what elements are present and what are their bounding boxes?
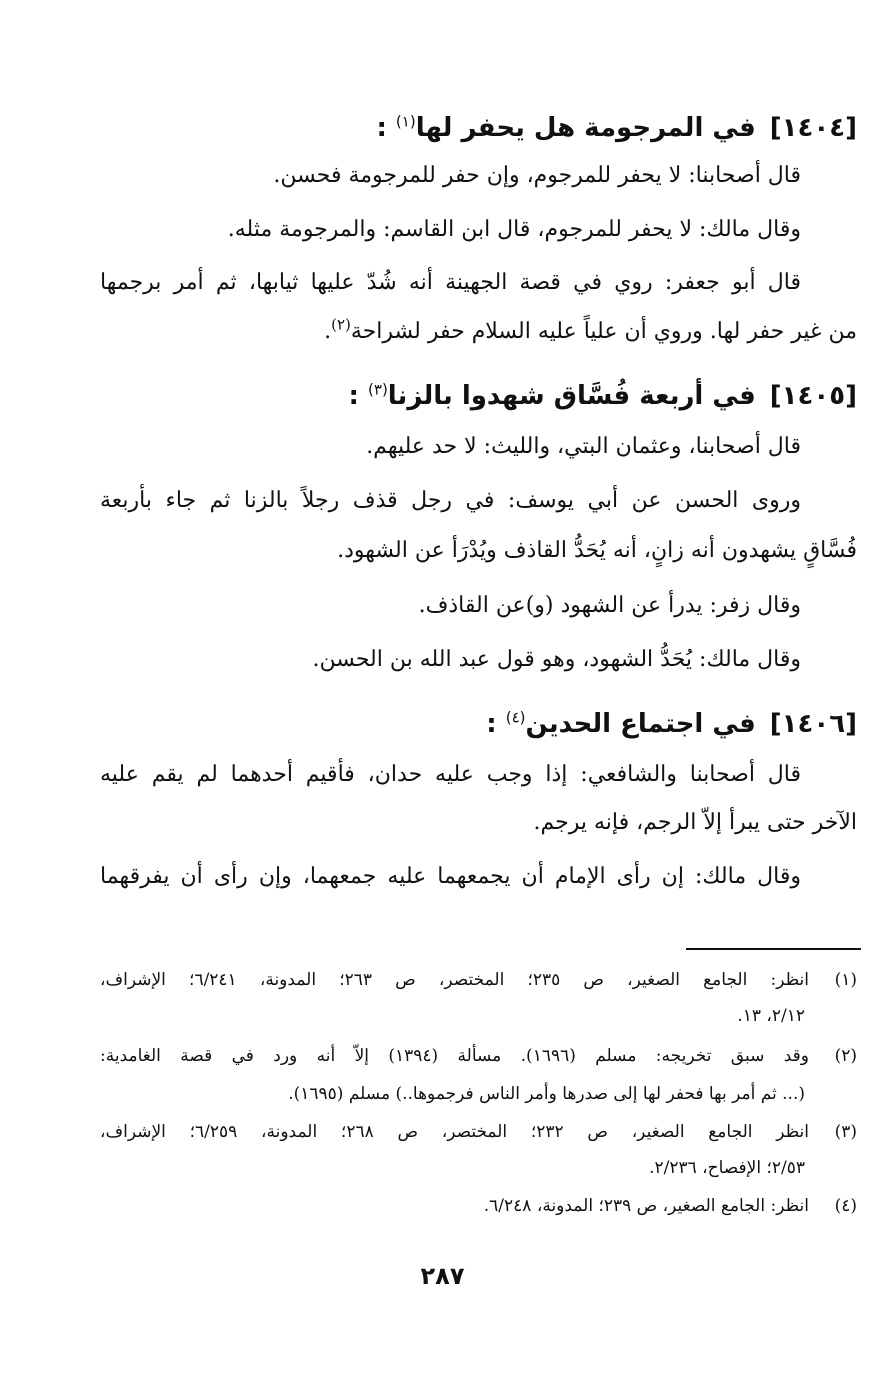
paragraph-line: قال أبو جعفر: روي في قصة الجهينة أنه شُدّ عليها ثيابها، ثم أمر برجمها bbox=[100, 270, 801, 295]
paragraph-line: قال أصحابنا: لا يحفر للمرجوم، وإن حفر للمرجومة فحسن. bbox=[273, 163, 801, 188]
footnote-3-cont: ٢/٥٣؛ الإفصاح، ٢/٢٣٦. bbox=[649, 1158, 805, 1178]
footnote-3 bbox=[100, 1118, 857, 1146]
paragraph-line: وروى الحسن عن أبي يوسف: في رجل قذف رجلاً بالزنا ثم جاء بأربعة bbox=[100, 488, 801, 513]
section-number: [١٤٠٦] bbox=[769, 709, 857, 739]
section-heading-1406 bbox=[100, 706, 857, 742]
section-number: [١٤٠٤] bbox=[769, 113, 857, 143]
footnote-number: (٤) bbox=[834, 1196, 857, 1216]
footnote-ref: (١) bbox=[395, 112, 416, 131]
footnote-1 bbox=[100, 966, 857, 994]
footnote-number: (١) bbox=[834, 970, 857, 990]
paragraph-line: قال أصحابنا، وعثمان البتي، والليث: لا حد عليهم. bbox=[366, 434, 801, 459]
paragraph-line: وقال مالك: يُحَدُّ الشهود، وهو قول عبد الله بن الحسن. bbox=[312, 647, 801, 672]
paragraph-text: من غير حفر لها. وروي أن علياً عليه السلام حفر لشراحة bbox=[350, 319, 857, 344]
footnote-1-cont: ٢/١٢، ١٣. bbox=[737, 1006, 805, 1026]
footnote-2-cont: (... ثم أمر بها فحفر لها إلى صدرها وأمر الناس فرجموها..) مسلم (١٦٩٥). bbox=[288, 1084, 805, 1104]
section-heading-1404 bbox=[100, 110, 857, 146]
paragraph-line bbox=[100, 315, 857, 349]
footnote-2 bbox=[100, 1042, 857, 1070]
paragraph-line: قال أصحابنا والشافعي: إذا وجب عليه حدان، فأقيم أحدهما لم يقم عليه bbox=[100, 762, 801, 787]
sentence-end: . bbox=[324, 319, 332, 344]
paragraph-line: فُسَّاقٍ يشهدون أنه زانٍ، أنه يُحَدُّ القاذف ويُدْرَأ عن الشهود. bbox=[337, 538, 857, 563]
footnote-ref: (٣) bbox=[368, 380, 388, 399]
footnote-ref: (٢) bbox=[331, 315, 351, 334]
heading-colon: : bbox=[486, 709, 497, 739]
section-title: في اجتماع الحدين bbox=[525, 709, 756, 739]
paragraph-line: وقال زفر: يدرأ عن الشهود (و)عن القاذف. bbox=[418, 593, 801, 618]
paragraph-line: وقال مالك: لا يحفر للمرجوم، قال ابن القاسم: والمرجومة مثله. bbox=[227, 217, 801, 242]
section-heading-1405 bbox=[100, 378, 857, 414]
footnote-number: (٢) bbox=[834, 1046, 857, 1066]
footnote-number: (٣) bbox=[834, 1122, 857, 1142]
footnote-divider bbox=[686, 948, 861, 950]
heading-colon: : bbox=[376, 113, 387, 143]
section-number: [١٤٠٥] bbox=[769, 381, 857, 411]
page-number: ٢٨٧ bbox=[420, 1262, 465, 1290]
footnote-text: وقد سبق تخريجه: مسلم (١٦٩٦). مسألة (١٣٩٤) إلاّ أنه ورد في قصة الغامدية: bbox=[100, 1046, 809, 1066]
footnote-text: انظر: الجامع الصغير، ص ٢٣٥؛ المختصر، ص ٢٦٣؛ المدونة، ٦/٢٤١؛ الإشراف، bbox=[100, 970, 809, 990]
heading-colon: : bbox=[348, 381, 359, 411]
paragraph-line: الآخر حتى يبرأ إلاّ الرجم، فإنه يرجم. bbox=[533, 810, 857, 835]
paragraph-line: وقال مالك: إن رأى الإمام أن يجمعهما عليه جمعهما، وإن رأى أن يفرقهما bbox=[100, 864, 801, 889]
section-title: في أربعة فُسَّاق شهدوا بالزنا bbox=[387, 381, 756, 411]
footnote-ref: (٤) bbox=[505, 708, 526, 727]
section-title: في المرجومة هل يحفر لها bbox=[415, 113, 756, 143]
footnote-4 bbox=[100, 1192, 857, 1220]
footnote-text: انظر: الجامع الصغير، ص ٢٣٩؛ المدونة، ٦/٢٤٨. bbox=[483, 1196, 809, 1216]
footnote-text: انظر الجامع الصغير، ص ٢٣٢؛ المختصر، ص ٢٦٨؛ المدونة، ٦/٢٥٩؛ الإشراف، bbox=[100, 1122, 809, 1142]
